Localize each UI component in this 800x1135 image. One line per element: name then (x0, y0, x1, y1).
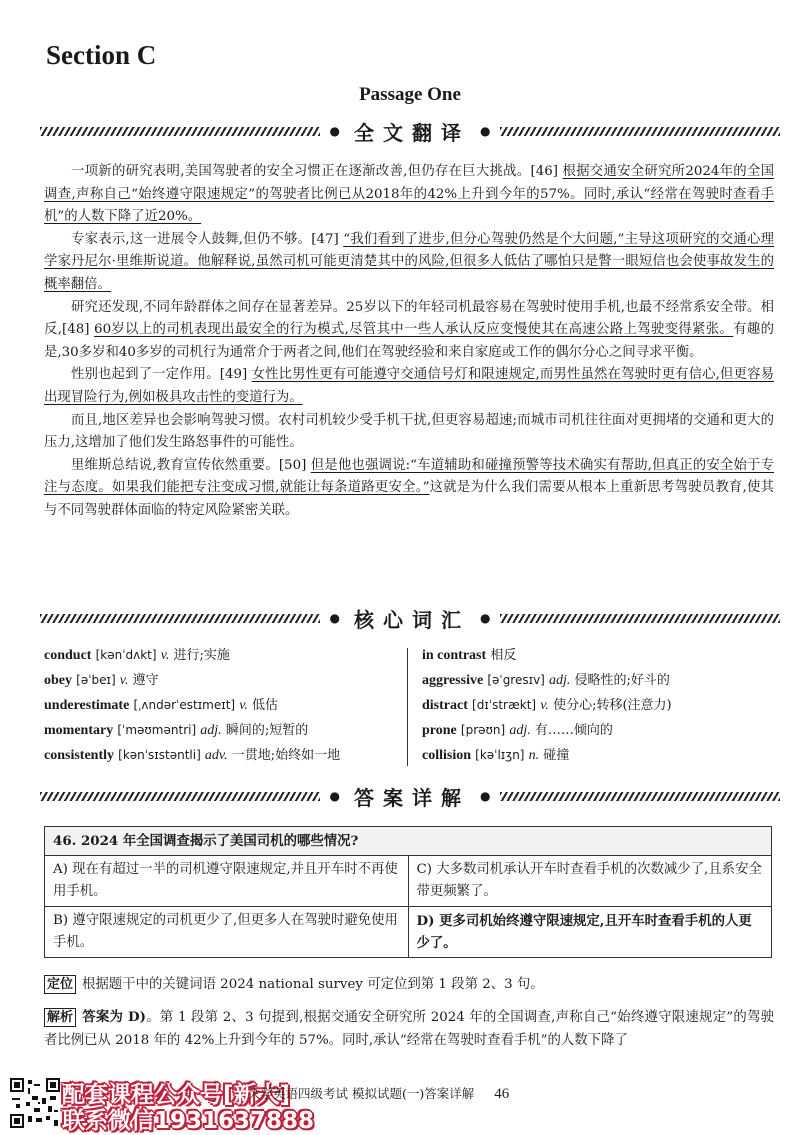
vocab-entry (422, 718, 782, 743)
question-table (44, 826, 772, 958)
option-b: B) 遵守限速规定的司机更少了,但更多人在驾驶时避免使用手机。 (45, 907, 409, 958)
vocab-phonetic: [əˈgresɪv] (487, 673, 545, 687)
promo-line-1: 配套课程公众号[新大] (62, 1082, 291, 1108)
option-c: C) 大多数司机承认开车时查看手机的次数减少了,且系安全带更频繁了。 (408, 856, 772, 907)
underlined-sentence: 60岁以上的司机表现出最安全的行为模式,尽管其中一些人承认反应变慢使其在高速公路上驾驶变得紧张。 (94, 322, 734, 338)
translation-paragraph (44, 410, 774, 455)
bullet-icon: ● (480, 124, 491, 138)
vocab-entry (44, 668, 384, 693)
text-run: 研究还发现,不同年龄群体之间存在显著差异。25岁以下的年轻司机最容易在驾驶时使用手机,也最不经常系安全带。相反,[48] (44, 299, 774, 338)
vocab-phonetic: [prəʊn] (460, 723, 506, 737)
vocab-phonetic: [kəˈlɪʒn] (475, 748, 525, 762)
vocab-phonetic: [kənˈdʌkt] (95, 648, 157, 662)
vocab-list-right (422, 643, 782, 768)
heading-translation: 全文翻译 (354, 120, 470, 145)
vocab-entry (422, 743, 782, 768)
vocab-word: in contrast (422, 648, 487, 663)
vocab-word: aggressive (422, 673, 484, 688)
translation-paragraph (44, 455, 774, 523)
vocab-pos: v. (160, 648, 170, 663)
text-run: 这就是为什么我们需要从根本上重新思考驾驶员教育,使其与不同驾驶群体面临的特定风险紧密关联。 (44, 480, 774, 518)
vocab-meaning: 使分心;转移(注意力) (553, 698, 672, 713)
analysis-paragraph (44, 1006, 774, 1052)
vocab-word: conduct (44, 648, 92, 663)
vocab-meaning: 低估 (252, 698, 279, 713)
vocab-entry (44, 693, 384, 718)
vocab-phonetic: [ˌʌndərˈestɪmeɪt] (133, 698, 236, 712)
vocab-meaning: 相反 (490, 648, 517, 663)
text-run: 有趣的是,30多岁和40多岁的司机行为通常介于两者之间,他们在驾驶经验和来自家庭或工作的偶尔分心之间寻求平衡。 (44, 322, 774, 360)
hatch-decoration (40, 127, 320, 136)
bullet-icon: ● (480, 611, 491, 625)
locate-paragraph (44, 974, 774, 997)
vocab-meaning: 瞬间的;短暂的 (225, 723, 309, 738)
hatch-decoration (40, 792, 320, 801)
vocab-entry (422, 668, 782, 693)
page-number: 46 (494, 1086, 510, 1102)
vocab-entry (422, 643, 782, 668)
vocab-pos: adj. (200, 723, 222, 738)
underlined-sentence: “我们看到了进步,但分心驾驶仍然是个大问题,”主导这项研究的交通心理学家丹尼尔·里维斯说道。他解释说,虽然司机可能更清楚其中的风险,但很多人低估了哪怕只是瞥一眼短信也会使事故发生的概率翻倍。 (44, 231, 774, 292)
passage-title: Passage One (359, 84, 461, 105)
vocab-entry (422, 693, 782, 718)
heading-answers: 答案详解 (354, 785, 470, 810)
vocab-meaning: 侵略性的;好斗的 (574, 673, 670, 688)
translation-paragraph (44, 297, 774, 365)
heading-vocab: 核心词汇 (354, 607, 470, 632)
question-stem: 46. 2024 年全国调查揭示了美国司机的哪些情况? (45, 827, 772, 856)
vocab-pos: v. (119, 673, 129, 688)
vocab-word: obey (44, 673, 72, 688)
locate-text: 根据题干中的关键词语 2024 national survey 可定位到第 1 段第 2、3 句。 (82, 977, 544, 992)
vocab-word: collision (422, 748, 472, 763)
page-footer (0, 1076, 800, 1134)
vocab-phonetic: [əˈbeɪ] (76, 673, 116, 687)
heading-bar-answers (40, 781, 780, 811)
hatch-decoration (500, 127, 780, 136)
vocab-word: prone (422, 723, 457, 738)
translation-paragraph (44, 161, 774, 229)
vocab-pos: v. (239, 698, 248, 713)
analysis-answer: 答案为 D) (82, 1009, 146, 1025)
locate-tag: 定位 (44, 975, 76, 994)
underlined-sentence: 女性比男性更有可能遵守交通信号灯和限速规定,而男性虽然在驾驶时更有信心,但更容易出现冒险行为,例如极具攻击性的变道行为。 (44, 367, 774, 405)
option-a: A) 现在有超过一半的司机遵守限速规定,并且开车时不再使用手机。 (45, 856, 409, 907)
text-run: 一项新的研究表明,美国驾驶者的安全习惯正在逐渐改善,但仍存在巨大挑战。[46] (71, 164, 563, 179)
analysis-tag: 解析 (44, 1008, 76, 1027)
text-run: 而且,地区差异也会影响驾驶习惯。农村司机较少受手机干扰,但更容易超速;而城市司机往往面对更拥堵的交通和更大的压力,这增加了他们发生路怒事件的可能性。 (44, 412, 774, 451)
bullet-icon: ● (329, 611, 340, 625)
option-d: D) 更多司机始终遵守限速规定,且开车时查看手机的人更少了。 (408, 907, 772, 958)
bullet-icon: ● (329, 124, 340, 138)
vocab-meaning: 碰撞 (543, 748, 570, 763)
vocab-pos: v. (540, 698, 549, 713)
vocab-entry (44, 643, 384, 668)
vocab-divider (407, 648, 408, 766)
vocab-pos: n. (528, 748, 540, 763)
heading-bar-translation (40, 116, 780, 146)
underlined-sentence: 根据交通安全研究所2024年的全国调查,声称自己“始终遵守限速规定”的驾驶者比例已从2018年的42%上升到今年的57%。同时,承认“经常在驾驶时查看手机”的人数下降了近20%。 (44, 164, 774, 225)
text-run: 专家表示,这一进展令人鼓舞,但仍不够。[47] (71, 231, 344, 247)
hatch-decoration (500, 792, 780, 801)
translation-paragraph (44, 229, 774, 297)
vocab-phonetic: [dɪˈstrækt] (472, 698, 537, 712)
vocab-pos: adj. (509, 723, 531, 738)
bullet-icon: ● (480, 789, 491, 803)
promo-line-2: 联系微信1931637888 (62, 1108, 315, 1134)
hatch-decoration (40, 614, 320, 623)
running-title: 大学英语四级考试 模拟试题(一)答案详解 (248, 1086, 475, 1101)
qr-code-icon (10, 1078, 60, 1128)
section-title: Section C (46, 40, 157, 70)
vocab-list-left (44, 643, 384, 768)
bullet-icon: ● (329, 789, 340, 803)
translation-paragraph (44, 364, 774, 409)
vocab-meaning: 进行;实施 (173, 648, 230, 663)
vocab-pos: adv. (204, 748, 228, 763)
analysis-text: 。第 1 段第 2、3 句提到,根据交通安全研究所 2024 年的全国调查,声称自己“始终遵守限速规定”的驾驶者比例已从 2018 年的 42%上升到今年的 57%。同时,承认“经常在驾驶时查看手机”的人数下降了 (44, 1010, 774, 1048)
vocab-pos: adj. (549, 673, 571, 688)
underlined-sentence: 但是他也强调说:“车道辅助和碰撞预警等技术确实有帮助,但真正的安全始于专注与态度。如果我们能把专注变成习惯,就能让每条道路更安全。” (44, 457, 774, 496)
vocab-entry (44, 718, 384, 743)
vocab-word: consistently (44, 748, 114, 763)
running-footer (248, 1084, 509, 1103)
vocab-word: momentary (44, 723, 114, 738)
vocab-phonetic: [kənˈsɪstəntli] (118, 748, 201, 762)
translation-body (44, 161, 774, 523)
vocab-entry (44, 743, 384, 768)
vocab-meaning: 一贯地;始终如一地 (231, 748, 341, 763)
vocab-meaning: 遵守 (132, 673, 159, 688)
vocab-meaning: 有……倾向的 (534, 723, 613, 738)
heading-bar-vocab (40, 603, 780, 633)
text-run: 性别也起到了一定作用。[49] (71, 367, 252, 383)
text-run: 里维斯总结说,教育宣传依然重要。[50] (71, 457, 311, 473)
vocab-word: distract (422, 698, 468, 713)
vocab-word: underestimate (44, 698, 130, 713)
hatch-decoration (500, 614, 780, 623)
vocab-phonetic: [ˈməʊməntri] (117, 723, 197, 737)
